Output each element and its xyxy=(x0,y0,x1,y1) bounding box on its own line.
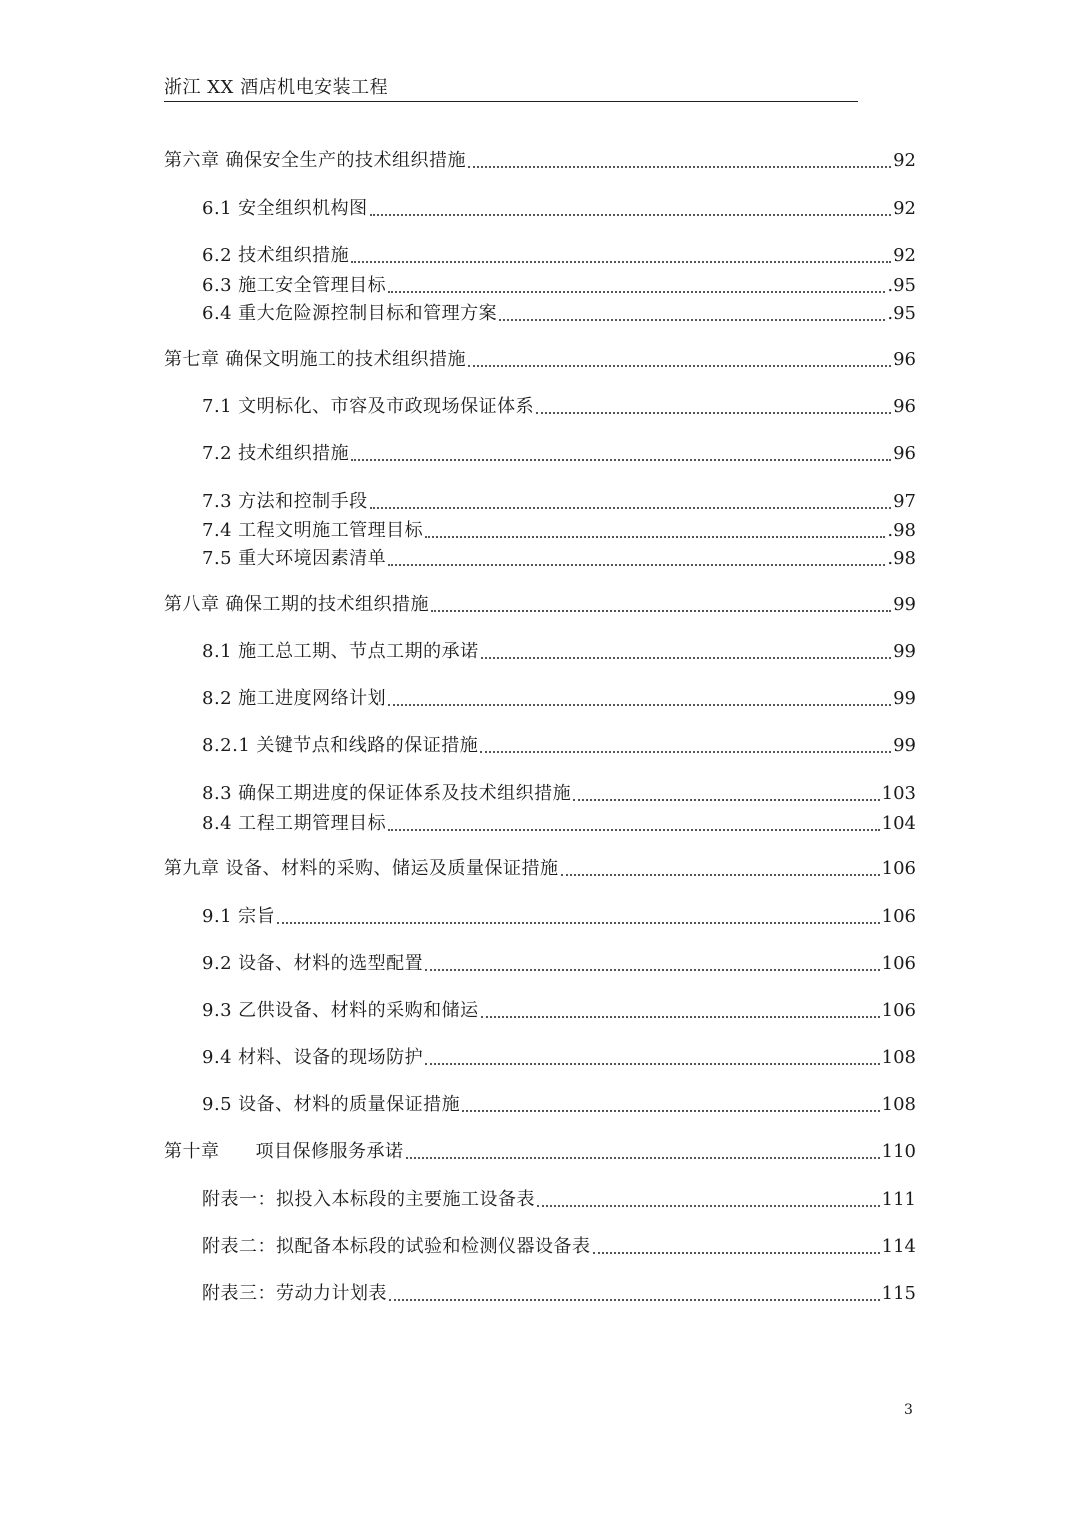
toc-entry-title: 施工总工期、节点工期的承诺 xyxy=(238,641,479,662)
toc-entry-title: 材料、设备的现场防护 xyxy=(238,1047,424,1068)
toc-entry[interactable] xyxy=(202,999,916,1023)
toc-entry-page: 114 xyxy=(881,1236,916,1257)
dot-leader xyxy=(480,751,891,753)
toc-entry[interactable] xyxy=(164,149,916,173)
dot-leader xyxy=(425,1063,880,1065)
dot-leader xyxy=(351,459,891,461)
toc-entry-page: 103 xyxy=(881,783,916,804)
toc-entry-title: 确保文明施工的技术组织措施 xyxy=(225,349,466,370)
toc-entry-title: 技术组织措施 xyxy=(238,443,350,464)
dot-leader xyxy=(468,365,891,367)
toc-entry-page: 92 xyxy=(893,245,916,266)
dot-leader xyxy=(425,969,880,971)
toc-entry[interactable] xyxy=(202,1282,916,1306)
toc-entry-title: 项目保修服务承诺 xyxy=(255,1141,404,1162)
toc-entry-number: 7.5 xyxy=(202,548,233,569)
dot-leader xyxy=(468,166,891,168)
toc-entry-number: 9.3 xyxy=(202,1000,233,1021)
toc-entry[interactable] xyxy=(202,1046,916,1070)
toc-entry-page: .95 xyxy=(887,275,916,296)
toc-entry-number: 附表三： xyxy=(202,1283,276,1304)
dot-leader xyxy=(499,319,885,321)
toc-entry-title: 乙供设备、材料的采购和储运 xyxy=(238,1000,479,1021)
toc-entry-title: 拟投入本标段的主要施工设备表 xyxy=(276,1189,535,1210)
toc-entry-number: 7.1 xyxy=(202,396,233,417)
toc-entry-title: 施工安全管理目标 xyxy=(238,275,387,296)
dot-leader xyxy=(431,610,891,612)
toc-entry-title: 拟配备本标段的试验和检测仪器设备表 xyxy=(276,1236,591,1257)
toc-entry-number: 8.4 xyxy=(202,813,233,834)
toc-entry-page: 96 xyxy=(893,349,916,370)
toc-entry-number: 8.1 xyxy=(202,641,233,662)
toc-entry[interactable] xyxy=(202,687,916,711)
toc-entry-number: 附表一： xyxy=(202,1189,276,1210)
toc-entry[interactable] xyxy=(202,952,916,976)
dot-leader xyxy=(536,412,891,414)
dot-leader xyxy=(481,657,891,659)
toc-entry-number: 8.2.1 xyxy=(202,735,251,756)
toc-entry-page: 106 xyxy=(881,858,916,879)
toc-entry-number: 6.2 xyxy=(202,245,233,266)
toc-entry-number: 9.4 xyxy=(202,1047,233,1068)
toc-entry-title: 确保工期进度的保证体系及技术组织措施 xyxy=(238,783,572,804)
toc-entry-title: 技术组织措施 xyxy=(238,245,350,266)
toc-entry[interactable] xyxy=(202,244,916,268)
dot-leader xyxy=(351,261,891,263)
toc-entry-number: 第九章 xyxy=(164,858,220,879)
toc-entry-number: 9.5 xyxy=(202,1094,233,1115)
toc-entry[interactable] xyxy=(164,857,916,881)
toc-entry-page: 106 xyxy=(881,1000,916,1021)
toc-entry-page: 96 xyxy=(893,443,916,464)
toc-entry-number: 9.1 xyxy=(202,906,233,927)
toc-entry-number: 6.1 xyxy=(202,198,233,219)
toc-entry[interactable] xyxy=(202,197,916,221)
toc-entry[interactable] xyxy=(164,1140,916,1164)
dot-leader xyxy=(593,1252,880,1254)
toc-entry[interactable] xyxy=(202,1093,916,1117)
dot-leader xyxy=(388,829,880,831)
toc-entry[interactable] xyxy=(202,812,916,836)
toc-entry-number: 9.2 xyxy=(202,953,233,974)
toc-entry-page: 106 xyxy=(881,906,916,927)
dot-leader xyxy=(462,1110,880,1112)
toc-entry-page: 108 xyxy=(881,1094,916,1115)
toc-entry[interactable] xyxy=(202,782,916,806)
toc-entry-page: .98 xyxy=(887,520,916,541)
toc-entry-title: 重大环境因素清单 xyxy=(238,548,387,569)
toc-entry-page: 96 xyxy=(893,396,916,417)
toc-entry-title: 确保安全生产的技术组织措施 xyxy=(225,150,466,171)
toc-entry[interactable] xyxy=(202,302,916,326)
toc-entry-page: 111 xyxy=(881,1189,916,1210)
toc-entry[interactable] xyxy=(164,348,916,372)
toc-entry-number: 第八章 xyxy=(164,594,220,615)
toc-entry[interactable] xyxy=(202,274,916,298)
toc-entry-page: 99 xyxy=(893,641,916,662)
toc-entry-title: 劳动力计划表 xyxy=(276,1283,387,1304)
dot-leader xyxy=(481,1016,880,1018)
dot-leader xyxy=(425,536,885,538)
dot-leader xyxy=(388,564,885,566)
toc-entry-page: 99 xyxy=(893,594,916,615)
toc-entry-page: 110 xyxy=(881,1141,916,1162)
dot-leader xyxy=(370,507,891,509)
toc-entry-number: 6.3 xyxy=(202,275,233,296)
toc-entry-page: 108 xyxy=(881,1047,916,1068)
toc-entry[interactable] xyxy=(202,1235,916,1259)
toc-entry[interactable] xyxy=(202,905,916,929)
toc-entry-title: 文明标化、市容及市政现场保证体系 xyxy=(238,396,535,417)
toc-entry-number: 第七章 xyxy=(164,349,220,370)
toc-entry-number: 7.2 xyxy=(202,443,233,464)
dot-leader xyxy=(573,799,880,801)
toc-entry-page: 99 xyxy=(893,688,916,709)
toc-entry-number: 第十章 xyxy=(164,1141,220,1162)
toc-entry-title: 施工进度网络计划 xyxy=(238,688,387,709)
toc-entry-page: .95 xyxy=(887,303,916,324)
toc-entry-title: 设备、材料的采购、储运及质量保证措施 xyxy=(225,858,559,879)
toc-entry[interactable] xyxy=(202,490,916,514)
dot-leader xyxy=(389,1299,880,1301)
toc-entry[interactable] xyxy=(202,395,916,419)
toc-entry-page: 106 xyxy=(881,953,916,974)
toc-entry-number: 第六章 xyxy=(164,150,220,171)
toc-entry[interactable] xyxy=(202,734,916,758)
toc-entry-page: 97 xyxy=(893,491,916,512)
dot-leader xyxy=(537,1205,880,1207)
toc-entry[interactable] xyxy=(164,593,916,617)
toc-entry-number: 8.3 xyxy=(202,783,233,804)
dot-leader xyxy=(277,922,880,924)
toc-entry-title: 宗旨 xyxy=(238,906,276,927)
toc-entry-title: 重大危险源控制目标和管理方案 xyxy=(238,303,498,324)
toc-entry-title: 设备、材料的选型配置 xyxy=(238,953,424,974)
toc-entry[interactable] xyxy=(202,519,916,543)
toc-entry[interactable] xyxy=(202,547,916,571)
toc-entry-title: 方法和控制手段 xyxy=(238,491,368,512)
dot-leader xyxy=(406,1157,880,1159)
toc-entry-number: 6.4 xyxy=(202,303,233,324)
toc-entry[interactable] xyxy=(202,442,916,466)
toc-entry-title: 工程工期管理目标 xyxy=(238,813,387,834)
dot-leader xyxy=(388,291,885,293)
toc-entry-page: .98 xyxy=(887,548,916,569)
toc-entry[interactable] xyxy=(202,640,916,664)
toc-entry-title: 设备、材料的质量保证措施 xyxy=(238,1094,461,1115)
dot-leader xyxy=(388,704,891,706)
toc-entry-page: 92 xyxy=(893,150,916,171)
toc-entry-page: 92 xyxy=(893,198,916,219)
dot-leader xyxy=(370,214,891,216)
toc-entry-page: 115 xyxy=(881,1283,916,1304)
toc-entry-number: 7.4 xyxy=(202,520,233,541)
toc-entry-title: 关键节点和线路的保证措施 xyxy=(256,735,479,756)
dot-leader xyxy=(561,874,880,876)
toc-entry-number: 8.2 xyxy=(202,688,233,709)
toc-entry-number: 附表二： xyxy=(202,1236,276,1257)
toc-entry[interactable] xyxy=(202,1188,916,1212)
document-title: 浙江 XX 酒店机电安装工程 xyxy=(164,77,389,98)
toc-entry-number: 7.3 xyxy=(202,491,233,512)
toc-entry-title: 工程文明施工管理目标 xyxy=(238,520,424,541)
toc-entry-page: 104 xyxy=(881,813,916,834)
toc-entry-page: 99 xyxy=(893,735,916,756)
toc-entry-title: 确保工期的技术组织措施 xyxy=(225,594,429,615)
page-number: 3 xyxy=(904,1402,913,1418)
toc-entry-title: 安全组织机构图 xyxy=(238,198,368,219)
